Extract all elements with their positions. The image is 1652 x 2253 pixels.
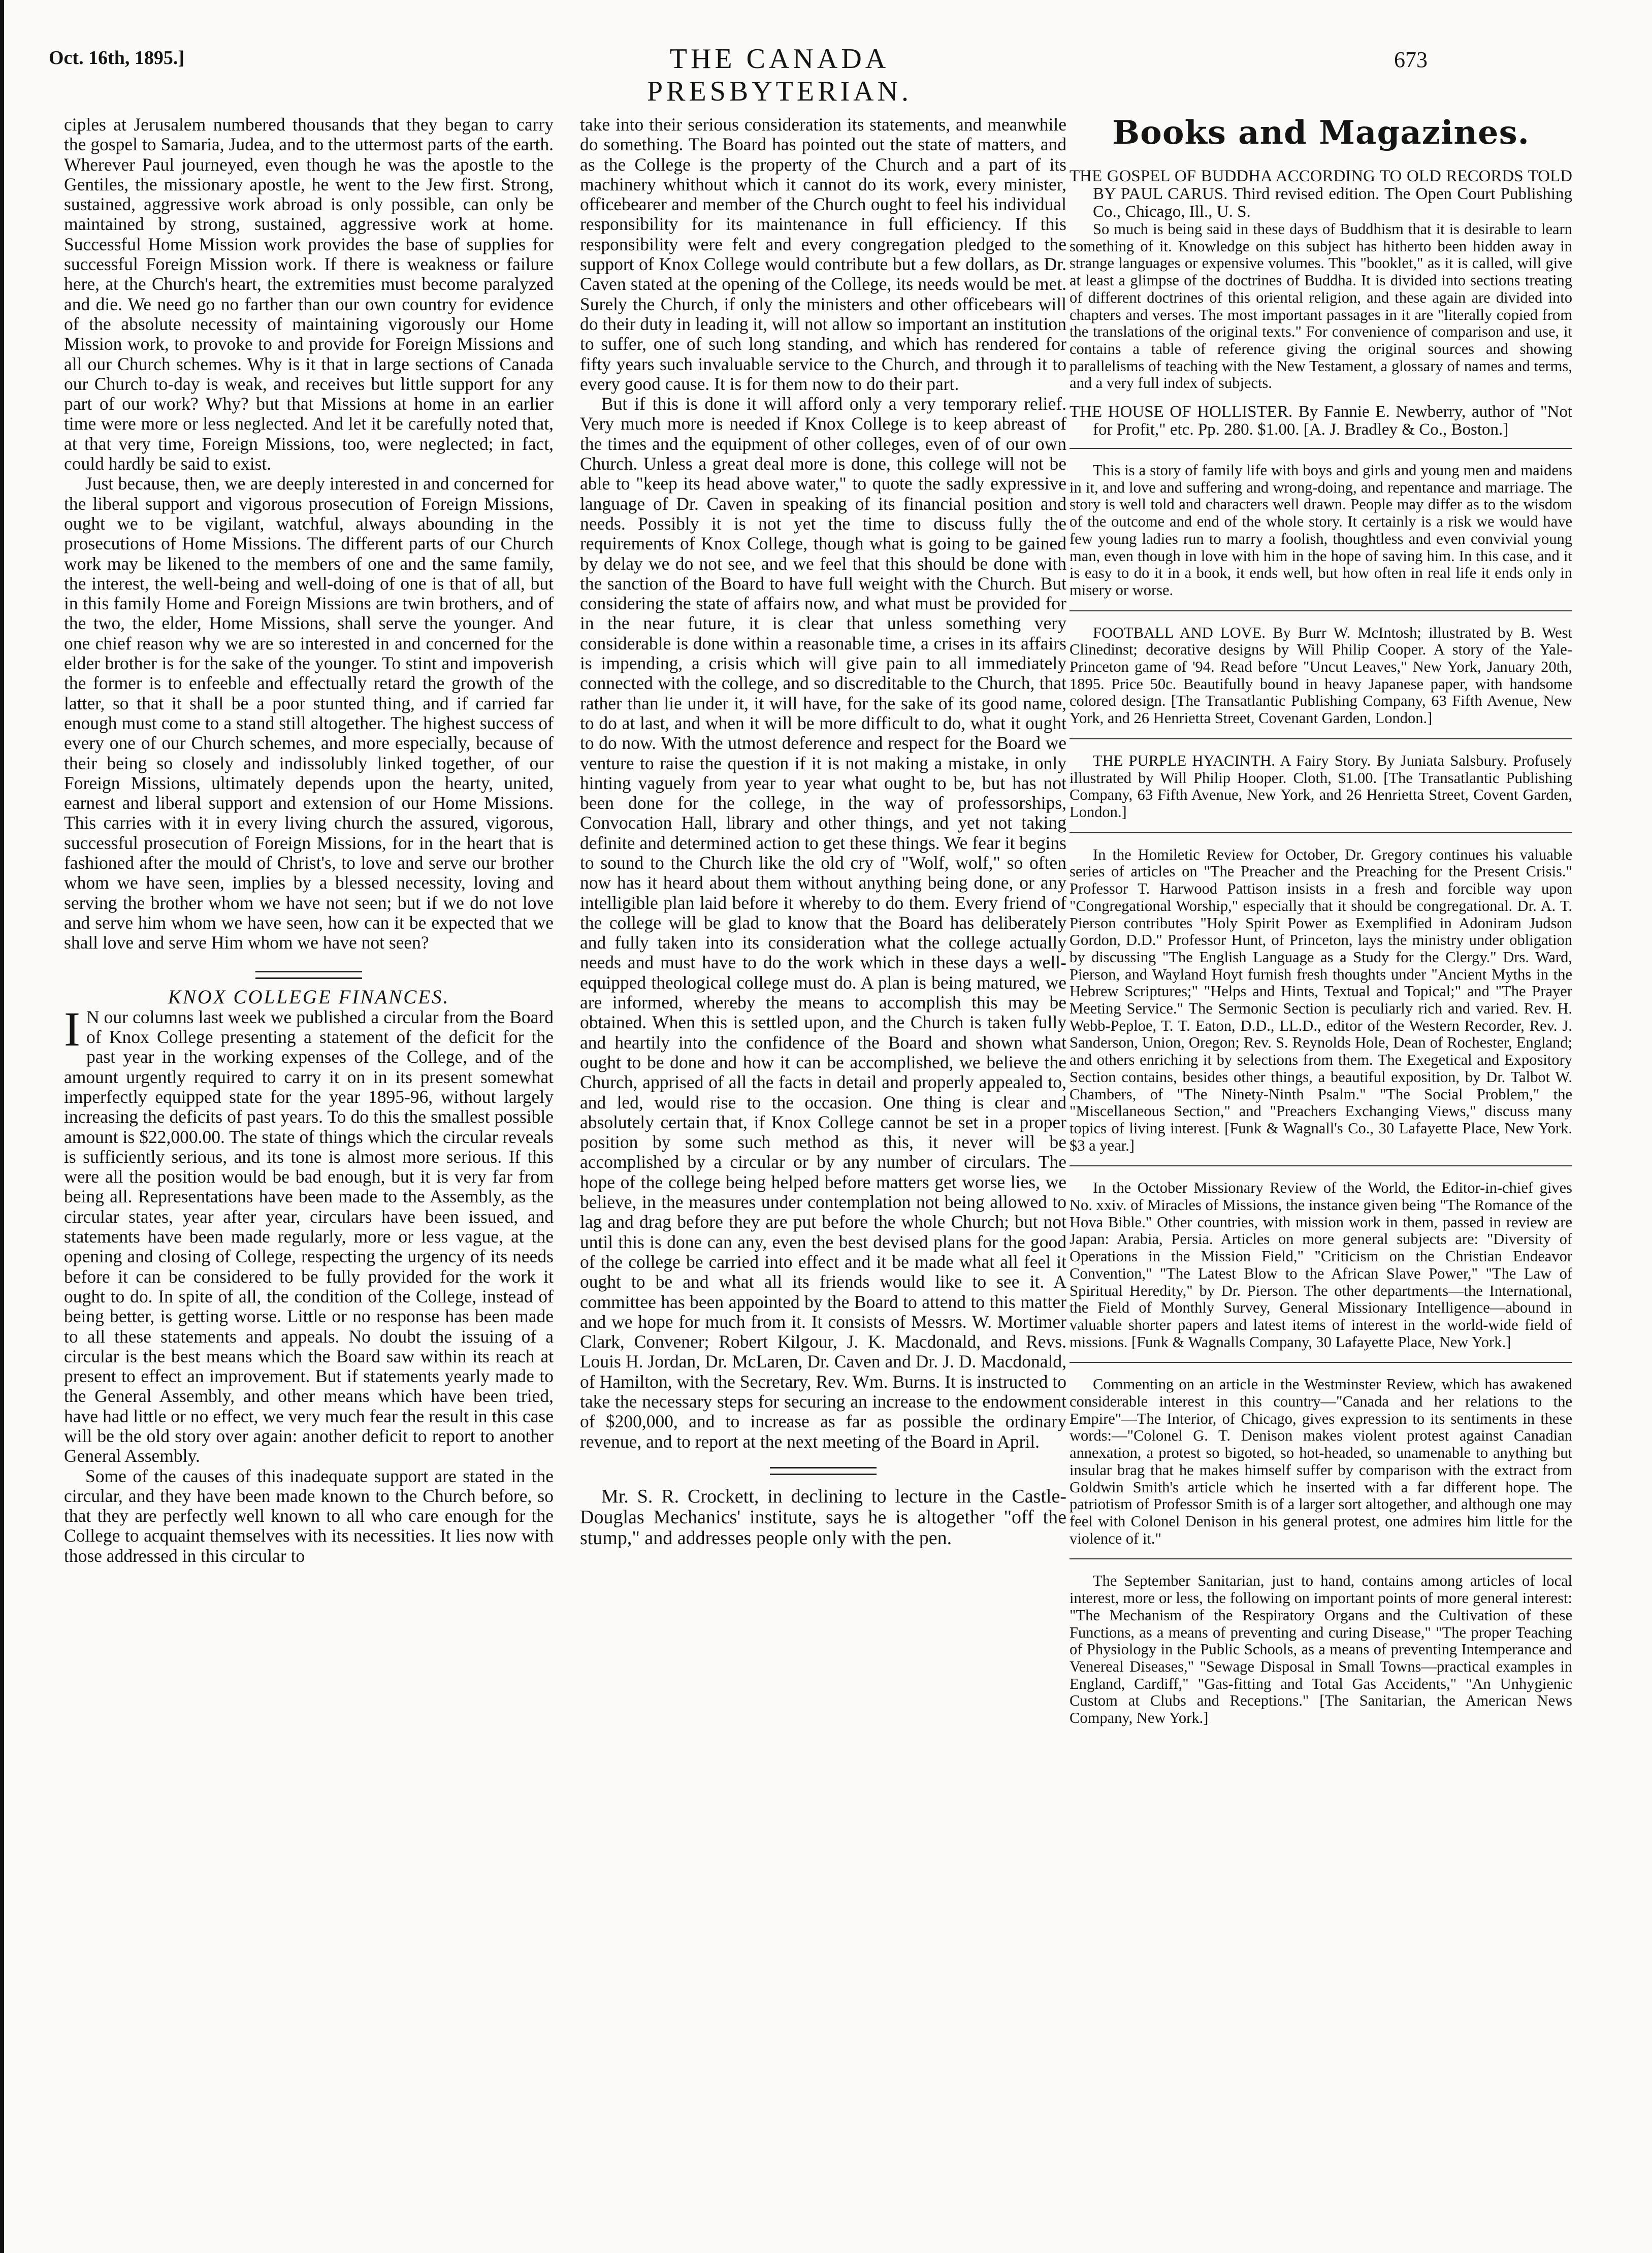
paragraph: Mr. S. R. Crockett, in declining to lecture in the Castle-Douglas Mechanics' institute, says he is altogether "off the stump," and addresses people only with the pen.: [580, 1485, 1066, 1549]
book-review: So much is being said in these days of Buddhism that it is desirable to learn something of it. Knowledge on this subject has hitherto been hidden away in strange languages or expensive volumes. This "booklet," as it is called, will give at least a glimpse of the doctrines of Buddha. It is divided into sections treating of different doctrines of this oriental religion, and these again are divided into chapters and verses. The most important passages in it are "literally copied from the translations of the original texts." For convenience of comparison and use, it contains a table of reference giving the original sources and showing parallelisms of teaching with the New Testament, a glossary of names and terms, and a very full index of subjects.: [1070, 220, 1572, 392]
column-middle: [580, 115, 1066, 1549]
paragraph: But if this is done it will afford only a very temporary relief. Very much more is needed if Knox College is to keep abreast of the times and the equipment of other colleges, even of of our own Church. Unless a great deal more is done, this college will not be able to "keep its head above water," to quote the sadly expressive language of Dr. Caven in speaking of its financial position and needs. Possibly it is not yet the time to discuss fully the requirements of Knox College, though what is going to be gained by delay we do not see, and we feel that this should be done with the sanction of the Board to have full weight with the Church. But considering the state of affairs now, and what must be provided for in the near future, it is clear that unless something very considerable is done within a reasonable time, a crises in its affairs is impending, a crisis which will give pain to all immediately connected with the college, and so discreditable to the Church, that rather than lie under it, it will have, for the sake of its good name, to do at last, and when it will be more difficult to do, what it ought to do now. With the utmost deference and respect for the Board we venture to raise the question if it is not making a mistake, in only hinting vaguely from year to year what ought to be, but has not been done for the college, in the way of professorships, Convocation Hall, library and other things, and yet not taking definite and determined action to get these things. We fear it begins to sound to the Church like the old cry of "Wolf, wolf," so often now has it heard about them without anything being done, or any intelligible plan laid before it whereby to do them. Every friend of the college will be glad to know that the Board has deliberately and fully taken into its consideration what the college actually needs and must have to do the work which in these days a well-equipped theological college must do. A plan is being matured, we are informed, whereby the means to accomplish this may be obtained. When this is settled upon, and the Church is taken fully and heartily into the confidence of the Board and shown what ought to be done and how it can be accomplished, we believe the Church, apprised of all the facts in detail and properly appealed to, and led, would rise to the occasion. One thing is clear and absolutely certain that, if Knox College cannot be set in a proper position by some such method as this, it never will be accomplished by a circular or by any number of circulars. The hope of the college being helped before matters get worse lies, we believe, in the measures under contemplation not being allowed to lag and drag before they are put before the whole Church; but not until this is done can any, even the best devised plans for the good of the college be carried into effect and it be made what all feel it ought to be and what all its friends would like to see it. A committee has been appointed by the Board to attend to this matter and we hope for much from it. It consists of Messrs. W. Mortimer Clark, Convener; Robert Kilgour, J. K. Macdonald, and Revs. Louis H. Jordan, Dr. McLaren, Dr. Caven and Dr. J. D. Macdonald, of Hamilton, with the Secretary, Rev. Wm. Burns. It is instructed to take the necessary steps for securing an increase to the endowment of $200,000, and to increase as far as possible the ordinary revenue, and to report at the next meeting of the Board in April.: [580, 394, 1066, 1452]
section-divider: [255, 971, 362, 979]
paragraph-with-dropcap: [64, 1001, 554, 1466]
divider: [1070, 1558, 1572, 1559]
header-title: THE CANADA PRESBYTERIAN.: [647, 43, 912, 107]
book-entry: THE PURPLE HYACINTH. A Fairy Story. By Juniata Salsbury. Profusely illustrated by Will Philip Hooper. Cloth, $1.00. [The Transatlantic Publishing Company, 63 Fifth Avenue, New York, and 26 Henrietta Street, Covent Garden, London.]: [1070, 752, 1572, 821]
paragraph: Some of the causes of this inadequate support are stated in the circular, and they have been made known to the Church before, so that they are perfectly well known to all who care enough for the College to acquaint themselves with its necessities. It lies now with those addressed in this circular to: [64, 1465, 554, 1566]
book-entry: FOOTBALL AND LOVE. By Burr W. McIntosh; illustrated by B. West Clinedinst; decorative designs by Will Philip Cooper. A story of the Yale-Princeton game of '94. Read before "Uncut Leaves," New York, January 20th, 1895. Price 50c. Beautifully bound in heavy Japanese paper, with handsome colored design. [The Transatlantic Publishing Company, 63 Fifth Avenue, New York, and 26 Henrietta Street, Covenant Garden, London.]: [1070, 624, 1572, 727]
divider: [1070, 832, 1572, 833]
divider: [1070, 738, 1572, 739]
divider: [1070, 1362, 1572, 1363]
divider: [1070, 1165, 1572, 1166]
magazine-review: Commenting on an article in the Westminster Review, which has awakened considerable interest in this country—"Canada and her relations to the Empire"—The Interior, of Chicago, gives expression to its sentiments in these words:—"Colonel G. T. Denison makes violent protest against Canadian annexation, a protest so bigoted, so hot-headed, so unamenable to anything but insular brag that he makes himself suffer by comparison with the extract from Goldwin Smith's article which he inserted with a far different hope. The patriotism of Professor Smith is of a larger sort altogether, and although one may feel with Colonel Denison in his general protest, one admires him little for the violence of it.": [1070, 1376, 1572, 1547]
section-title: KNOX COLLEGE FINANCES.: [168, 986, 450, 1008]
page-number: 673: [1394, 47, 1428, 72]
paragraph-text: N our columns last week we published a circular from the Board of Knox College presenting a statement of the deficit for the past year in the working expenses of the College, and of the amount urgently required to carry it on in its present somewhat imperfectly equipped state for the year 1895-96, without largely increasing the deficits of past years. To do this the smallest possible amount is $22,000.00. The state of things which the circular reveals is sufficiently serious, and its tone is almost more serious. If this were all the position would be bad enough, but it is very far from being all. Representations have been made to the Assembly, as the circular states, year after year, circulars have been issued, and statements have been made regularly, more or less vague, at the opening and closing of College, respecting the urgency of its needs before it can be considered to be fully provided for the work it ought to do. In spite of all, the condition of the College, instead of being better, is getting worse. Little or no response has been made to all these statements and appeals. No doubt the issuing of a circular is the best means which the Board saw within its reach at present to effect an improvement. But if statements yearly made to the General Assembly, and other means which have been tried, have had little or no effect, we very much fear the result in this case will be the old story over again: another deficit to report to another General Assembly.: [64, 1006, 554, 1466]
drop-cap: I: [64, 1001, 80, 1056]
magazine-review: In the Homiletic Review for October, Dr. Gregory continues his valuable series of articles on "The Preacher and the Preaching for the Present Crisis." Professor T. Harwood Pattison insists in a fresh and forcible way upon "Congregational Worship," especially that it should be congregational. Dr. A. T. Pierson contributes "Holy Spirit Power as Exemplified in Adoniram Judson Gordon, D.D." Professor Hunt, of Princeton, lays the ministry under obligation by discussing "The English Language as a Study for the Clergy." Drs. Ward, Pierson, and Wayland Hoyt furnish fresh thoughts under "Ancient Myths in the Hebrew Scriptures;" "Helps and Hints, Textual and Topical;" and "The Prayer Meeting Service." The Sermonic Section is peculiarly rich and varied. Rev. H. Webb-Peploe, T. T. Eaton, D.D., LL.D., editor of the Western Recorder, Rev. J. Sanderson, Union, Oregon; Rev. S. Reynolds Hole, Dean of Rochester, England; and others enriching it by selections from them. The Exegetical and Expository Section contains, besides other things, a beautiful exposition, by Dr. Talbot W. Chambers, of "The Ninety-Ninth Psalm." "The Social Problem," the "Miscellaneous Section," and "Preachers Exchanging Views," discuss many topics of living interest. [Funk & Wagnall's Co., 30 Lafayette Place, New York. $3 a year.]: [1070, 845, 1572, 1154]
column-left: [64, 115, 554, 1566]
paragraph: Just because, then, we are deeply interested in and concerned for the liberal support and vigorous prosecution of Foreign Missions, ought we to be vigilant, watchful, always abounding in the prosecutions of Home Missions. The different parts of our Church work may be likened to the members of one and the same family, the interest, the well-being and well-doing of one is that of all, but in this family Home and Foreign Missions are twin brothers, and of the two, the elder, Home Missions, shall serve the younger. And one chief reason why we are so interested in and concerned for the elder brother is for the sake of the younger. To stint and impoverish the former is to enfeeble and effectually retard the growth of the latter, so that it shall be a poor stunted thing, and if carried far enough must come to a stand still altogether. The highest success of every one of our Church schemes, and more especially, because of their being so closely and indissolubly linked together, of our Foreign Missions, ultimately depends upon the hearty, united, earnest and liberal support and extension of our Home Missions. This carries with it in every living church the assured, vigorous, successful prosecution of Foreign Missions, for in the heart that is fashioned after the mould of Christ's, to love and serve our brother whom we have seen, implies by a blessed necessity, loving and serving the brother whom we have not seen; but if we do not love and serve him whom we have seen, how can it be expected that we shall love and serve Him whom we have not seen?: [64, 473, 554, 953]
book-entry-title: THE HOUSE OF HOLLISTER. By Fannie E. Newberry, author of "Not for Profit," etc. Pp. 280. $1.00. [A. J. Bradley & Co., Boston.]: [1070, 403, 1572, 439]
magazine-review: In the October Missionary Review of the World, the Editor-in-chief gives No. xxiv. of Miracles of Missions, the instance given being "The Romance of the Hova Bible." Other countries, with mission work in them, passed in review are Japan: Arabia, Persia. Articles on more general subjects are: "Diversity of Operations in the Mission Field," "Criticism on the Christian Endeavor Convention," "The Latest Blow to the African Slave Power," "The Law of Spiritual Heredity," by Dr. Pierson. The other departments—the International, the Field of Monthly Survey, General Missionary Intelligence—abound in valuable shorter papers and latest items of interest in the world-wide field of missions. [Funk & Wagnalls Company, 30 Lafayette Place, New York.]: [1070, 1179, 1572, 1351]
divider: [1070, 448, 1572, 449]
column-right: [1070, 113, 1572, 1738]
books-and-magazines-heading: Books and Magazines.: [1112, 114, 1530, 152]
section-divider: [770, 1467, 877, 1475]
book-entry-title: THE GOSPEL OF BUDDHA ACCORDING TO OLD RECORDS TOLD BY PAUL CARUS. Third revised edition. The Open Court Publishing Co., Chicago, Ill., U. S.: [1070, 167, 1572, 221]
page-edge-rule: [0, 0, 4, 2253]
book-review: This is a story of family life with boys and girls and young men and maidens in it, and love and suffering and wrong-doing, and repentance and marriage. The story is well told and characters well drawn. People may differ as to the wisdom of the outcome and end of the whole story. It certainly is a risk we would have few young ladies run to marry a foolish, thoughtless and even convivial young man, even though in love with him in the hope of saving him. In this case, and it is easy to do it in a book, it ends well, but how often in real life it ends only in misery or worse.: [1070, 462, 1572, 599]
header-date: Oct. 16th, 1895.]: [49, 47, 185, 69]
magazine-review: The September Sanitarian, just to hand, contains among articles of local interest, more or less, the following on important points of more general interest: "The Mechanism of the Respiratory Organs and the Cultivation of these Functions, as a means of preventing and curing Disease," "The proper Teaching of Physiology in the Public Schools, as a means of preventing Intemperance and Venereal Diseases," "Sewage Disposal in Small Towns—practical examples in England, Cardiff," "Gas-fitting and Total Gas Accidents," "An Unhygienic Custom at Clubs and Receptions." [The Sanitarian, the American News Company, New York.]: [1070, 1572, 1572, 1727]
divider: [1070, 610, 1572, 611]
paragraph: take into their serious consideration its statements, and meanwhile do something. The Board has pointed out the state of matters, and as the College is the property of the Church and a part of its machinery whithout which it cannot do its work, every minister, officebearer and member of the Church ought to feel his individual responsibility for its maintenance in full efficiency. If this responsibility were felt and every congregation pledged to the support of Knox College would contribute but a few dollars, as Dr. Caven stated at the opening of the College, its needs would be met. Surely the Church, if only the ministers and other officebears will do their duty in leading it, will not allow so important an institution to suffer, one of such long standing, and which has rendered for fifty years such invaluable service to the Church, and through it to every good cause. It is for them now to do their part.: [580, 114, 1066, 394]
paragraph: ciples at Jerusalem numbered thousands that they began to carry the gospel to Samaria, Judea, and to the uttermost parts of the earth. Wherever Paul journeyed, even though he was the apostle to the Gentiles, the missionary apostle, he went to the Jew first. Strong, sustained, aggressive work abroad is only possible, can only be maintained by strong, sustained, aggressive work at home. Successful Home Mission work provides the base of supplies for successful Foreign Mission work. If there is weakness or failure here, at the Church's heart, the extremities must become paralyzed and die. We need go no farther than our own country for evidence of the absolute necessity of maintaining vigorously our Home Mission work, to provoke to and provide for Foreign Missions and all our Church schemes. Why is it that in large sections of Canada our Church to-day is weak, and receives but little support for any part of our work? Why? but that Missions at home in an earlier time were more or less neglected. And let it be carefully noted that, at that very time, Foreign Missions, too, were neglected; in fact, could hardly be said to exist.: [64, 114, 554, 474]
